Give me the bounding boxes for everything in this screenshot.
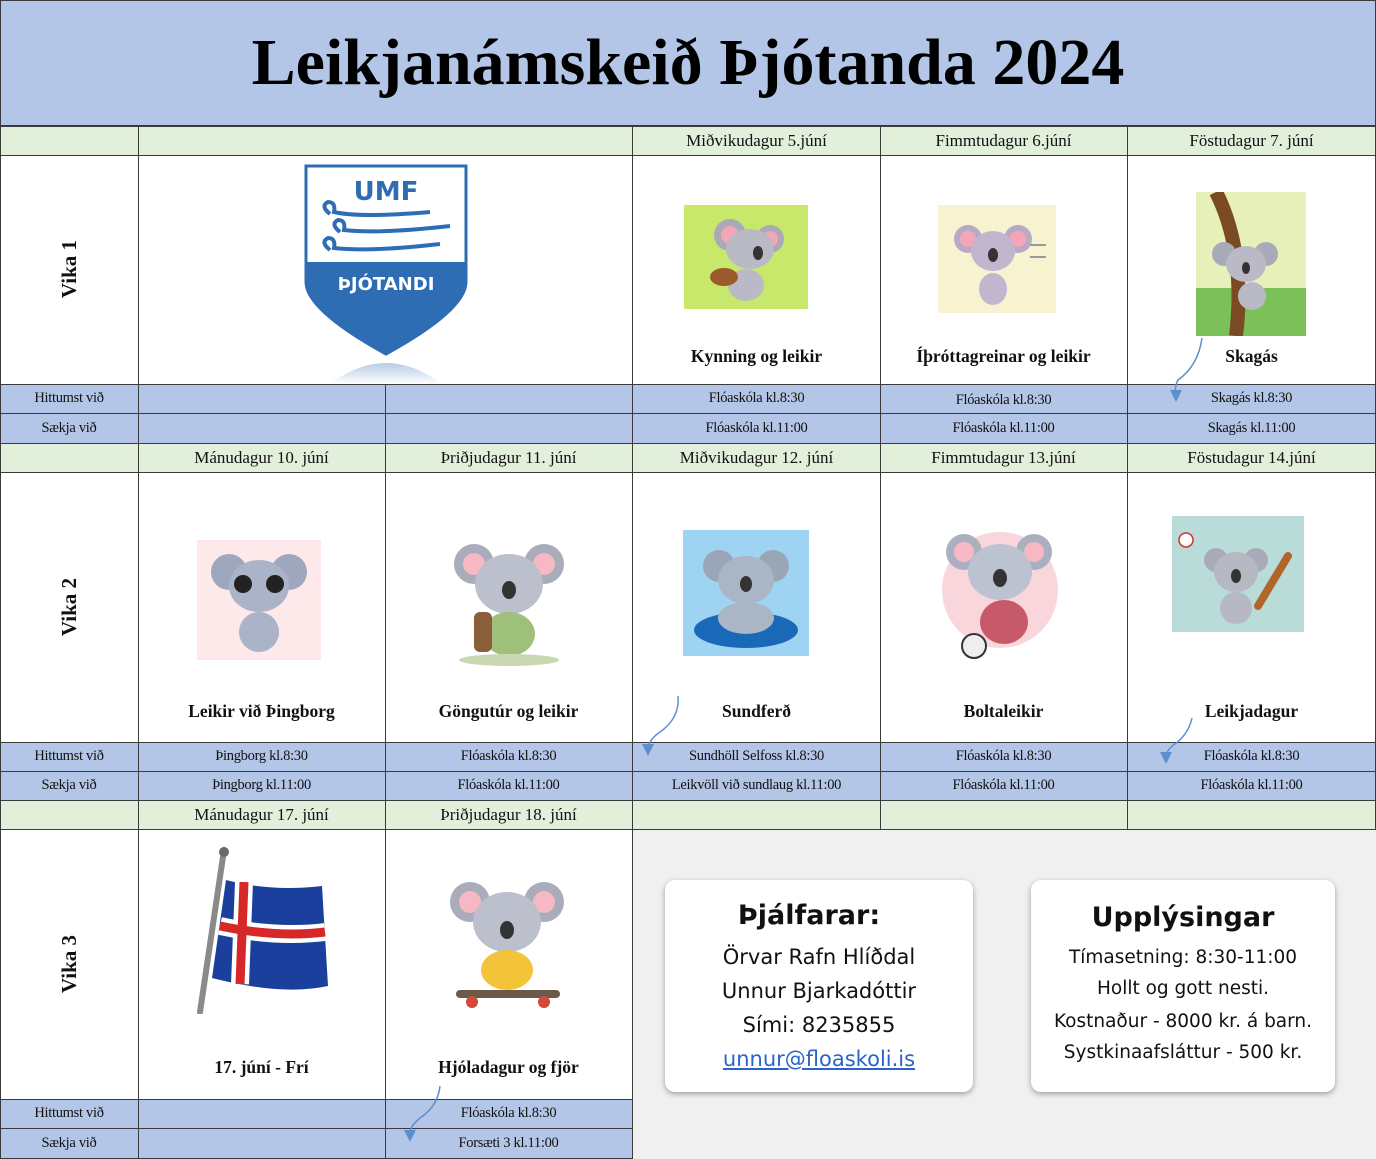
date-header: Þriðjudagur 18. júní (440, 804, 577, 824)
date-header: Mánudagur 10. júní (194, 447, 329, 467)
koala-swimming-image (683, 530, 809, 656)
koala-hiking-image (446, 532, 572, 666)
pickup-location: Flóaskóla kl.11:00 (705, 419, 808, 436)
info-heading: Upplýsingar (1091, 902, 1275, 933)
activity-label: Íþróttagreinar og leikir (916, 345, 1091, 366)
meet-label: Hittumst við (34, 748, 104, 764)
activity-label: Leikir við Þingborg (188, 700, 335, 721)
activity-label: Leikjadagur (1204, 700, 1299, 721)
info-line: Tímasetning: 8:30-11:00 (1068, 947, 1298, 968)
info-line: Kostnaður - 8000 kr. á barn. (1053, 1011, 1313, 1032)
arrow-icon (638, 694, 684, 760)
umf-thjotandi-logo (300, 162, 472, 384)
koala-soccer-image (938, 518, 1062, 664)
meet-label: Hittumst við (34, 390, 104, 406)
arrow-icon (400, 1084, 446, 1146)
info-card (1031, 880, 1335, 1092)
pickup-label: Sækja við (41, 419, 97, 436)
coach-name: Örvar Rafn Hlíðdal (722, 945, 916, 969)
meet-label: Hittumst við (34, 1105, 104, 1121)
pickup-location: Flóaskóla kl.11:00 (457, 777, 560, 793)
week-label-3: Vika 3 (56, 934, 81, 994)
activity-label: Skagás (1225, 345, 1278, 366)
arrow-icon (1158, 716, 1198, 766)
date-header: Mánudagur 17. júní (194, 804, 329, 824)
meet-location: Flóaskóla kl.8:30 (708, 390, 805, 406)
pickup-label: Sækja við (41, 1134, 97, 1151)
activity-label: Boltaleikir (963, 700, 1044, 721)
date-header: Fimmtudagur 6.júní (935, 130, 1072, 150)
koala-running-image (938, 205, 1056, 313)
coaches-card (665, 880, 973, 1092)
pickup-location: Forsæti 3 kl.11:00 (458, 1134, 559, 1151)
icelandic-flag-image (182, 846, 332, 1014)
activity-label: Hjóladagur og fjör (438, 1056, 579, 1077)
activity-label: 17. júní - Frí (214, 1056, 309, 1077)
meet-location: Flóaskóla kl.8:30 (955, 392, 1052, 408)
info-line: Hollt og gott nesti. (1096, 978, 1270, 999)
date-header: Miðvikudagur 12. júní (679, 447, 834, 467)
date-header: Fimmtudagur 13.júní (931, 447, 1076, 467)
info-line: Systkinaafsláttur - 500 kr. (1063, 1042, 1303, 1063)
date-header: Þriðjudagur 11. júní (440, 447, 577, 467)
meet-location: Þingborg kl.8:30 (215, 748, 308, 764)
coach-email-link[interactable]: unnur@floaskoli.is (722, 1047, 916, 1071)
meet-location: Sundhöll Selfoss kl.8:30 (689, 748, 824, 764)
koala-tree-image (1196, 192, 1306, 336)
meet-location: Flóaskóla kl.8:30 (460, 748, 557, 764)
pickup-location: Leikvöll við sundlaug kl.11:00 (671, 777, 842, 793)
date-header: Föstudagur 7. júní (1189, 130, 1314, 150)
pickup-location: Flóaskóla kl.11:00 (952, 419, 1055, 436)
meet-location: Flóaskóla kl.8:30 (955, 748, 1052, 764)
coach-name: Unnur Bjarkadóttir (721, 979, 917, 1003)
logo-top-text: UMF (353, 177, 419, 207)
date-header: Miðvikudagur 5.júní (686, 130, 827, 150)
week-label-2: Vika 2 (56, 577, 81, 637)
activity-label: Göngutúr og leikir (438, 700, 579, 721)
pickup-location: Skagás kl.11:00 (1207, 419, 1296, 436)
koala-skateboard-image (442, 872, 574, 1012)
arrow-icon (1168, 336, 1208, 406)
page-title: Leikjanámskeið Þjótanda 2024 (251, 26, 1125, 99)
pickup-location: Flóaskóla kl.11:00 (952, 777, 1055, 793)
meet-location: Flóaskóla kl.8:30 (460, 1105, 557, 1121)
coaches-heading: Þjálfarar: (737, 900, 881, 931)
koala-sunglasses-image (197, 540, 321, 660)
coach-phone: Sími: 8235855 (742, 1013, 896, 1037)
koala-football-image (684, 205, 808, 309)
koala-baseball-image (1172, 516, 1304, 632)
pickup-location: Flóaskóla kl.11:00 (1200, 777, 1303, 793)
meet-location: Flóaskóla kl.8:30 (1203, 748, 1300, 764)
date-header: Föstudagur 14.júní (1187, 447, 1316, 467)
activity-label: Sundferð (721, 700, 792, 721)
activity-label: Kynning og leikir (690, 345, 823, 366)
pickup-location: Þingborg kl.11:00 (212, 777, 311, 793)
logo-bottom-text: ÞJÓTANDI (337, 274, 435, 295)
meet-location: Skagás kl.8:30 (1210, 390, 1293, 406)
week-label-1: Vika 1 (56, 240, 81, 299)
pickup-label: Sækja við (41, 777, 97, 793)
